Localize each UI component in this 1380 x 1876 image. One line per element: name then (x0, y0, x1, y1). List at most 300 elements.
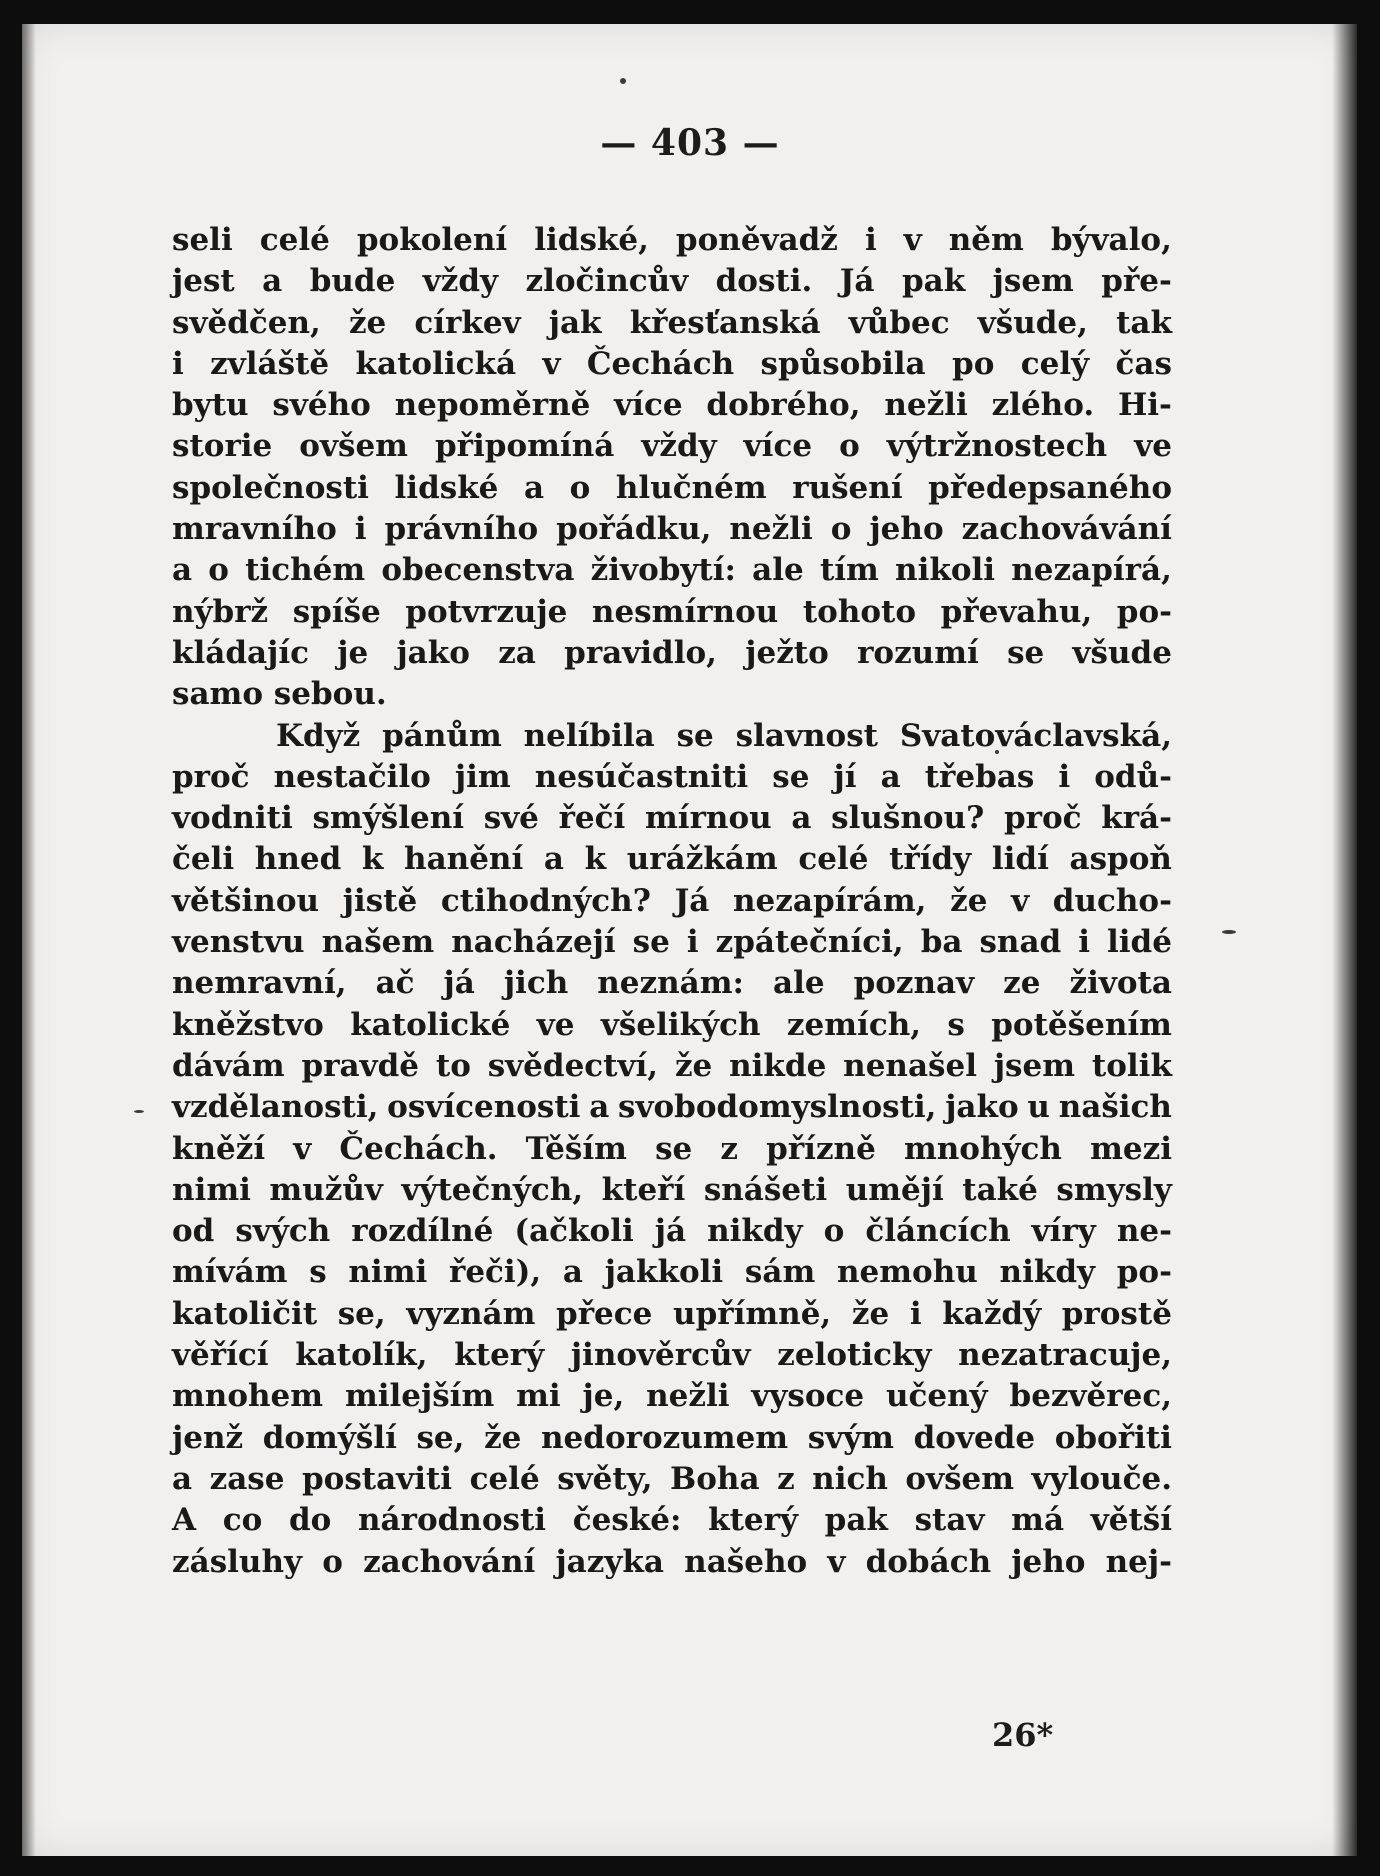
word: katolické (350, 1006, 511, 1043)
text-line (172, 1335, 1172, 1376)
word: svědčen, (172, 304, 321, 341)
text-line (172, 963, 1172, 1004)
ink-speck (620, 78, 626, 84)
word: ze (1003, 965, 1041, 1002)
word: zachovávání (961, 511, 1172, 548)
word: Když (276, 717, 361, 754)
word: svým (807, 1419, 894, 1456)
word: jenž (172, 1419, 244, 1456)
text-line (172, 839, 1172, 880)
text-line (172, 385, 1172, 426)
word: je, (582, 1378, 625, 1415)
text-line (172, 303, 1172, 344)
printer-signature-mark: 26* (992, 1716, 1054, 1754)
word: poznav (853, 965, 975, 1002)
word: Čechách (586, 345, 735, 382)
word: se (632, 924, 670, 961)
word: o (830, 511, 852, 548)
text-line (172, 592, 1172, 633)
word: vždy (641, 428, 717, 465)
word: stav (914, 1502, 985, 1539)
word: a (589, 1089, 610, 1126)
text-line (172, 1046, 1172, 1087)
word: zachování (363, 1543, 536, 1580)
word: vysoce (751, 1378, 865, 1415)
word: jest (172, 263, 235, 300)
word: postaviti (301, 1460, 453, 1497)
word: se (772, 758, 810, 795)
word: Těším (525, 1130, 627, 1167)
word: Boha (670, 1460, 760, 1497)
word: dobrého, (706, 387, 861, 424)
word: tohoto (802, 593, 917, 630)
word: jak (548, 304, 602, 341)
word: že (950, 882, 988, 919)
word: většinou (172, 882, 320, 919)
word: k (361, 841, 384, 878)
word: i (909, 1295, 922, 1332)
word: lidé (1107, 924, 1172, 961)
word: milejším (344, 1378, 495, 1415)
word: právního (384, 511, 539, 548)
word: lidí (991, 841, 1049, 878)
word: bezvěrec, (1009, 1378, 1172, 1415)
word: zlého. (991, 387, 1095, 424)
word: o (823, 1213, 845, 1250)
word: storie (172, 428, 273, 465)
word: nepoměrně (394, 387, 591, 424)
text-line (172, 1459, 1172, 1500)
word: se (655, 1130, 693, 1167)
text-line (172, 1211, 1172, 1252)
word: jeho (869, 511, 944, 548)
word: nimi (348, 1254, 428, 1291)
word: křesťanská (629, 304, 821, 341)
word: se, (416, 1419, 465, 1456)
word: katolická (355, 345, 517, 382)
word: učený (885, 1378, 988, 1415)
word: kněžstvo (172, 1006, 324, 1043)
word: pokolení (356, 222, 508, 258)
word: výtečných, (401, 1171, 584, 1208)
word: hlučném (615, 469, 767, 506)
word: snášeti (703, 1171, 828, 1208)
word: církev (414, 304, 521, 341)
word: našem (321, 924, 435, 961)
word: se (676, 717, 714, 754)
word: i (686, 924, 699, 961)
word: neznám: (597, 965, 744, 1002)
word: věřící (172, 1337, 269, 1374)
word: hanění (404, 841, 524, 878)
word: jako (945, 1089, 1019, 1126)
word: zvláště (210, 345, 330, 382)
text-line (172, 881, 1172, 922)
word: nesúčastniti (534, 758, 749, 795)
word: ale (772, 965, 825, 1002)
word: slavnost (735, 717, 878, 754)
word: smýšlení (312, 800, 465, 837)
text-line (172, 550, 1172, 591)
text-line (172, 922, 1172, 963)
word: ač (375, 965, 415, 1002)
word: urážkám (626, 841, 778, 878)
word: dovede (913, 1419, 1036, 1456)
word: něm (948, 222, 1024, 258)
word: potěšením (991, 1006, 1172, 1043)
word: katolík, (295, 1337, 428, 1374)
word: já (443, 965, 475, 1002)
word: čeli (172, 841, 235, 878)
text-line (172, 509, 1172, 550)
word: o (322, 1543, 343, 1580)
word: v (827, 1543, 846, 1580)
text-line (172, 261, 1172, 302)
word: smysly (1056, 1171, 1172, 1208)
word: celé (798, 841, 869, 878)
word: a (523, 469, 545, 506)
word: nemravní, (172, 965, 347, 1002)
text-line (172, 1129, 1172, 1170)
word: rozumí (857, 634, 979, 671)
word: mnohých (903, 1130, 1062, 1167)
word: zeloticky (777, 1337, 932, 1374)
word: ve (1134, 428, 1172, 465)
word: že (484, 1419, 522, 1456)
word: Svatováclavská, (899, 717, 1172, 754)
word: upřímně, (673, 1295, 832, 1332)
word: umějí (845, 1171, 944, 1208)
word: o (569, 469, 591, 506)
word: nelíbila (523, 717, 655, 754)
word: dobách (865, 1543, 992, 1580)
word: hned (254, 841, 342, 878)
word: kládajíc (172, 634, 309, 671)
word: a (562, 1254, 583, 1291)
word: po- (1116, 593, 1172, 630)
text-line-paragraph-start (172, 716, 1172, 757)
word: který (708, 1502, 798, 1539)
word: z (777, 1460, 795, 1497)
ink-speck (1222, 930, 1236, 934)
word: dosti. (715, 263, 813, 300)
word: vždy (422, 263, 499, 300)
word: jistě (342, 882, 418, 919)
word: spůsobila (760, 345, 926, 382)
text-line (172, 757, 1172, 798)
word: vůbec (848, 304, 950, 341)
word: to (435, 1047, 471, 1084)
word: pře- (1101, 263, 1172, 300)
word: jim (454, 758, 511, 795)
word: tichém (245, 552, 366, 589)
word: nich (812, 1460, 888, 1497)
page-edge-shadow-left (22, 24, 36, 1856)
word: lidské (394, 469, 499, 506)
word: celé (259, 222, 330, 258)
word: své (483, 800, 539, 837)
word: co (222, 1502, 263, 1539)
word: všude (1072, 634, 1172, 671)
word: čas (1115, 345, 1172, 382)
word: pak (824, 1502, 888, 1539)
word: nikdy (707, 1213, 803, 1250)
word: ctihodných? (440, 882, 651, 919)
word: života (1069, 965, 1172, 1002)
word: všelikých (600, 1006, 761, 1043)
word: mnohem (172, 1378, 324, 1415)
word: třídy (889, 841, 972, 878)
word: mravního (172, 511, 337, 548)
word: potvrzuje (405, 593, 568, 630)
word: mírnou (645, 800, 772, 837)
text-line (172, 426, 1172, 467)
page-number: — 403 — (600, 122, 780, 164)
word: nesmírnou (591, 593, 779, 630)
word: s (309, 1254, 327, 1291)
word: nikde (729, 1047, 827, 1084)
word: a (791, 800, 812, 837)
word: vylouče. (1031, 1460, 1172, 1497)
word: předepsaného (928, 469, 1172, 506)
word: krá- (1101, 800, 1172, 837)
word: ve (536, 1006, 575, 1043)
word: já (654, 1213, 687, 1250)
word: o (208, 552, 229, 589)
word: našich (1058, 1089, 1172, 1126)
word: Já (674, 882, 710, 919)
word: pravdě (301, 1047, 420, 1084)
word: zase (209, 1460, 285, 1497)
word: z (720, 1130, 739, 1167)
word: a (262, 263, 283, 300)
word: obořiti (1054, 1419, 1172, 1456)
word: nestačilo (273, 758, 431, 795)
word: katoličit (172, 1295, 318, 1332)
word: kteří (601, 1171, 686, 1208)
word: mi (516, 1378, 561, 1415)
word: více (614, 387, 683, 424)
word: nikoli (895, 552, 996, 589)
word: všude, (977, 304, 1088, 341)
word: od (172, 1213, 215, 1250)
word: je (337, 634, 369, 671)
word: nezapírá, (1011, 552, 1172, 589)
word: svobodomyslnosti, (618, 1089, 937, 1126)
word: snad (979, 924, 1062, 961)
word: zásluhy (172, 1543, 303, 1580)
word: jakkoli (604, 1254, 724, 1291)
word: proč (172, 758, 250, 795)
word: sám (744, 1254, 816, 1291)
word: u (1027, 1089, 1050, 1126)
text-line (172, 220, 1172, 261)
word: domýšlí (262, 1419, 397, 1456)
word: se, (337, 1295, 386, 1332)
word: pánům (382, 717, 502, 754)
word: ovšem (299, 428, 408, 465)
word: také (962, 1171, 1038, 1208)
word: a (172, 552, 193, 589)
word: Já (839, 263, 875, 300)
word: aspoň (1069, 841, 1172, 878)
word: nimi (172, 1171, 251, 1208)
word: i (1058, 758, 1071, 795)
word: bytu (172, 387, 249, 424)
word: obecenstva (381, 552, 575, 589)
word: ba (920, 924, 963, 961)
body-text (172, 220, 1172, 1583)
text-line (172, 1252, 1172, 1293)
word: každý (942, 1295, 1042, 1332)
word: s (947, 1006, 965, 1043)
word: přízně (766, 1130, 876, 1167)
word: o (839, 428, 860, 465)
word: tím (819, 552, 879, 589)
page-edge-shadow-right (1332, 24, 1357, 1856)
word: v (903, 222, 922, 258)
word: jí (833, 758, 857, 795)
word: jsem (992, 263, 1074, 300)
word: po (952, 345, 995, 382)
word: řeči), (449, 1254, 542, 1291)
word: v (542, 345, 561, 382)
word: nacházejí (451, 924, 616, 961)
word: zpátečníci, (715, 924, 904, 961)
word: za (498, 634, 536, 671)
word: a (880, 758, 901, 795)
word: celý (1020, 345, 1090, 382)
word: jeho (1011, 1543, 1086, 1580)
word: řečí (558, 800, 626, 837)
text-line (172, 1294, 1172, 1335)
word: více (743, 428, 813, 465)
word: jsem (993, 1047, 1076, 1084)
word: jazyka (555, 1543, 664, 1580)
text-line (172, 1087, 1172, 1128)
word: ovšem (905, 1460, 1015, 1497)
word: seli (172, 222, 233, 258)
word: jako (396, 634, 470, 671)
word: do (288, 1502, 332, 1539)
word: pořádku, (556, 511, 712, 548)
word: připomíná (434, 428, 615, 465)
word: bývalo, (1050, 222, 1172, 258)
text-line (172, 1418, 1172, 1459)
word: celé (469, 1460, 540, 1497)
word: kněží (172, 1130, 266, 1167)
word: v (1011, 882, 1030, 919)
word: k (584, 841, 607, 878)
word: Hi- (1117, 387, 1172, 424)
word: tak (1116, 304, 1172, 341)
text-line (172, 1005, 1172, 1046)
word: i (172, 345, 184, 382)
word: v (293, 1130, 312, 1167)
word: ale (752, 552, 804, 589)
word: svých (235, 1213, 331, 1250)
word: dávám (172, 1047, 285, 1084)
word: mužův (269, 1171, 383, 1208)
word: vyznám (406, 1295, 536, 1332)
word: spíše (292, 593, 381, 630)
word: nej- (1105, 1543, 1172, 1580)
word: bude (309, 263, 396, 300)
word: nikdy (999, 1254, 1096, 1291)
word: i (864, 222, 877, 258)
word: nemohu (836, 1254, 978, 1291)
word: i (354, 511, 367, 548)
word: nezapírám, (733, 882, 927, 919)
word: převahu, (940, 593, 1093, 630)
word: rozdílné (351, 1213, 494, 1250)
word: odů- (1094, 758, 1172, 795)
word: nenašel (843, 1047, 977, 1084)
text-line (172, 344, 1172, 385)
text-line-paragraph-end: samo sebou. (172, 676, 387, 713)
text-line (172, 1376, 1172, 1417)
word: se (1007, 634, 1045, 671)
word: osvícenosti (387, 1089, 581, 1126)
word: Čechách. (339, 1130, 498, 1167)
text-line (172, 1170, 1172, 1211)
word: slušnou? (831, 800, 985, 837)
word: prostě (1061, 1295, 1172, 1332)
word: zločincův (525, 263, 689, 300)
word: A (172, 1502, 197, 1539)
word: nežli (646, 1378, 730, 1415)
word: tolik (1091, 1047, 1172, 1084)
word: nýbrž (172, 593, 269, 630)
word: venstvu (172, 924, 305, 961)
word: živobytí: (590, 552, 736, 589)
word: svého (272, 387, 371, 424)
word: jinověrcův (570, 1337, 751, 1374)
word: světy, (557, 1460, 653, 1497)
text-line (172, 633, 1172, 674)
word: lidské, (534, 222, 649, 258)
word: mezi (1090, 1130, 1172, 1167)
word: přece (556, 1295, 653, 1332)
word: i (1078, 924, 1090, 961)
text-line (172, 798, 1172, 839)
word: vzdělanosti, (172, 1089, 379, 1126)
word: rušení (792, 469, 903, 506)
word: po- (1116, 1254, 1172, 1291)
word: že (348, 304, 387, 341)
word: že (674, 1047, 713, 1084)
word: článcích (865, 1213, 1011, 1250)
word: pravidlo, (564, 634, 717, 671)
ink-speck (134, 1110, 144, 1113)
word: větší (1090, 1502, 1172, 1539)
word: národnosti (358, 1502, 547, 1539)
word: zemích, (786, 1006, 922, 1043)
word: poněvadž (675, 222, 838, 258)
word: společnosti (172, 469, 369, 506)
word: mívám (172, 1254, 288, 1291)
word: víry (1031, 1213, 1096, 1250)
word: třebas (924, 758, 1035, 795)
word: ne- (1116, 1213, 1172, 1250)
word: nedorozumem (541, 1419, 789, 1456)
word: pak (901, 263, 966, 300)
word: české: (572, 1502, 682, 1539)
word: ducho- (1052, 882, 1172, 919)
text-line (172, 1500, 1172, 1541)
word: nezatracuje, (958, 1337, 1172, 1374)
word: našeho (684, 1543, 808, 1580)
